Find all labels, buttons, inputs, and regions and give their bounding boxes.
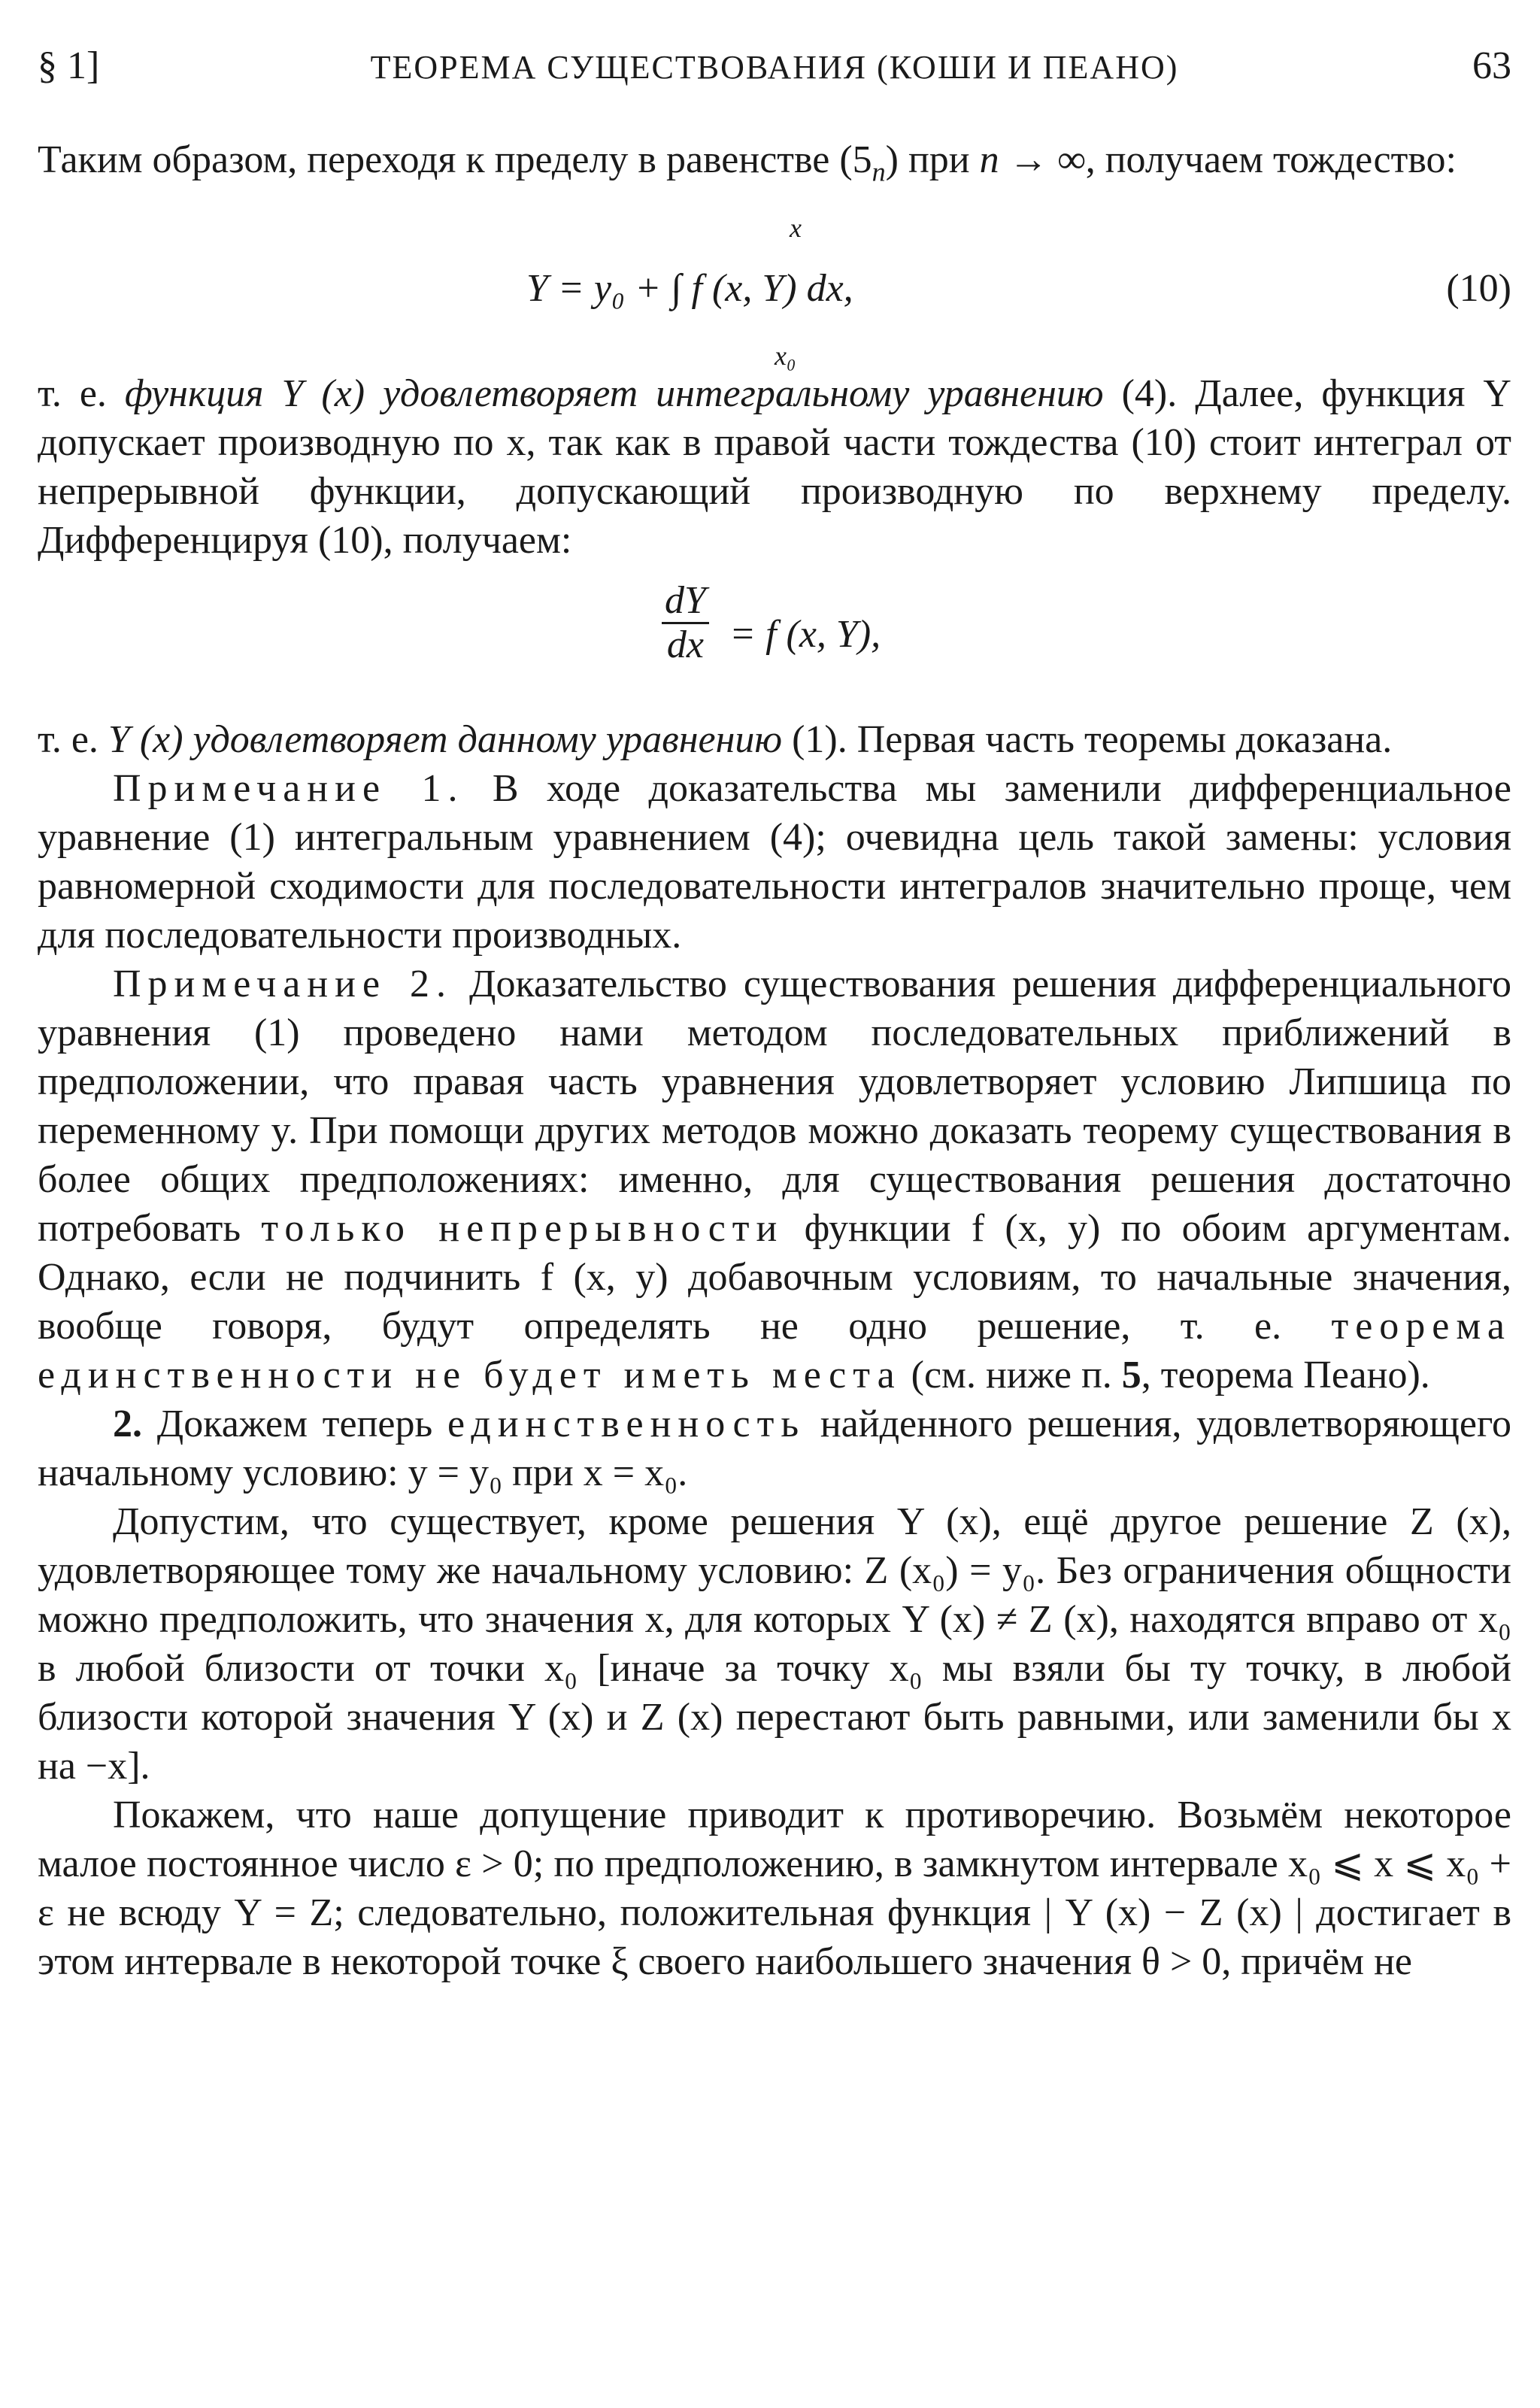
note-label: Примечание 1. xyxy=(113,767,465,811)
integral-lower-limit: x₀ xyxy=(775,341,796,372)
text: функции f (x, y) по обоим аргументам. Однако, если не подчинить f (x, y) добавочным условиям, то начальные значения, вообще говоря, будут определять не одно решение, т. е. xyxy=(38,1207,1512,1348)
paragraph-integral-equation xyxy=(38,369,1511,565)
emphasis: функция Y (x) удовлетворяет интегральному уравнению xyxy=(124,372,1104,416)
formula-10 xyxy=(38,196,1511,372)
running-title: ТЕОРЕМА СУЩЕСТВОВАНИЯ (КОШИ И ПЕАНО) xyxy=(370,49,1179,86)
math-inline: n → ∞ xyxy=(979,138,1086,181)
page-body xyxy=(38,135,1511,1986)
page-number: 63 xyxy=(1472,44,1511,87)
paragraph-limit xyxy=(38,135,1511,196)
note-label: Примечание 2. xyxy=(113,963,453,1006)
spaced-emphasis: теорема единственности не будет иметь места xyxy=(38,1305,1511,1397)
text: В ходе доказательства мы заменили дифференциальное уравнение (1) интегральным уравнением (4); очевидна цель такой замены: условия равномерной сходимости для последовательности интегралов значительно проще, чем для последовательности производных. xyxy=(38,767,1511,957)
text: т. е. xyxy=(38,372,125,416)
emphasis: Y (x) удовлетворяет данному уравнению xyxy=(108,718,783,762)
item-number: 2. xyxy=(113,1403,142,1446)
text: Таким образом, переходя к пределу в равенстве (5 xyxy=(38,138,872,181)
subscript: n xyxy=(872,156,886,187)
book-page xyxy=(38,0,1511,2408)
spaced-emphasis: единственность xyxy=(447,1403,806,1446)
text: (4). Далее, функция Y допускает производную по x, так как в правой части тождества (10) стоит интеграл от непрерывной функции, допускающий производную по верхнему пределу. Дифференцируя (10), получаем: xyxy=(38,372,1511,563)
text: найденного решения, удовлетворяющего начальному условию: y = y₀ при x = x₀. xyxy=(38,1403,1511,1495)
paragraph-uniqueness xyxy=(38,1400,1511,1497)
text: Доказательство существования решения дифференциального уравнения (1) проведено нами методом последовательных приближений в предположении, что правая часть уравнения удовлетворяет условию Липшица по переменному y. При помощи других методов можно доказать теорему существования в более общих предположениях: именно, для существования решения достаточно потребовать xyxy=(38,963,1511,1251)
formula-derivative xyxy=(38,565,1511,715)
paragraph-assumption: Допустим, что существует, кроме решения Y (x), ещё другое решение Z (x), удовлетворяющее тому же начальному условию: Z (x₀) = y₀. Без ограничения общности можно предположить, что значения x, для которых Y (x) ≠ Z (x), находятся вправо от x₀ в любой близости от точки x₀ [иначе за точку x₀ мы взяли бы ту точку, в любой близости которой значения Y (x) и Z (x) перестают быть равными, или заменили бы x на −x]. xyxy=(38,1500,1511,1788)
note-2 xyxy=(38,960,1511,1400)
text: , теорема Пеано). xyxy=(1141,1354,1430,1397)
fraction xyxy=(662,580,709,666)
running-header xyxy=(38,44,1511,104)
formula-rhs: = f (x, Y), xyxy=(729,613,881,657)
text: ) при xyxy=(885,138,980,181)
paragraph-contradiction: Покажем, что наше допущение приводит к противоречию. Возьмём некоторое малое постоянное число ε > 0; по предположению, в замкнутом интервале x₀ ⩽ x ⩽ x₀ + ε не всюду Y = Z; следовательно, положительная функция | Y (x) − Z (x) | достигает в этом интервале в некоторой точке ξ своего наибольшего значения θ > 0, причём не xyxy=(38,1794,1511,1984)
fraction-numerator: dY xyxy=(662,580,709,624)
bold-reference: 5 xyxy=(1121,1354,1141,1397)
text: , получаем тождество: xyxy=(1085,138,1457,181)
text: Докажем теперь xyxy=(142,1403,447,1446)
integral-upper-limit: x xyxy=(790,213,802,244)
fraction-denominator: dx xyxy=(666,623,704,667)
equation-number: (10) xyxy=(1446,267,1511,311)
text: т. е. xyxy=(38,718,108,762)
formula-body: Y = y₀ + ∫ f (x, Y) dx, xyxy=(526,267,853,311)
text: (см. ниже п. xyxy=(901,1354,1122,1397)
paragraph-first-part xyxy=(38,715,1511,764)
note-1 xyxy=(38,764,1511,960)
section-mark: § 1] xyxy=(38,44,100,87)
spaced-emphasis: только непрерывности xyxy=(261,1207,784,1251)
text: (1). Первая часть теоремы доказана. xyxy=(782,718,1393,762)
